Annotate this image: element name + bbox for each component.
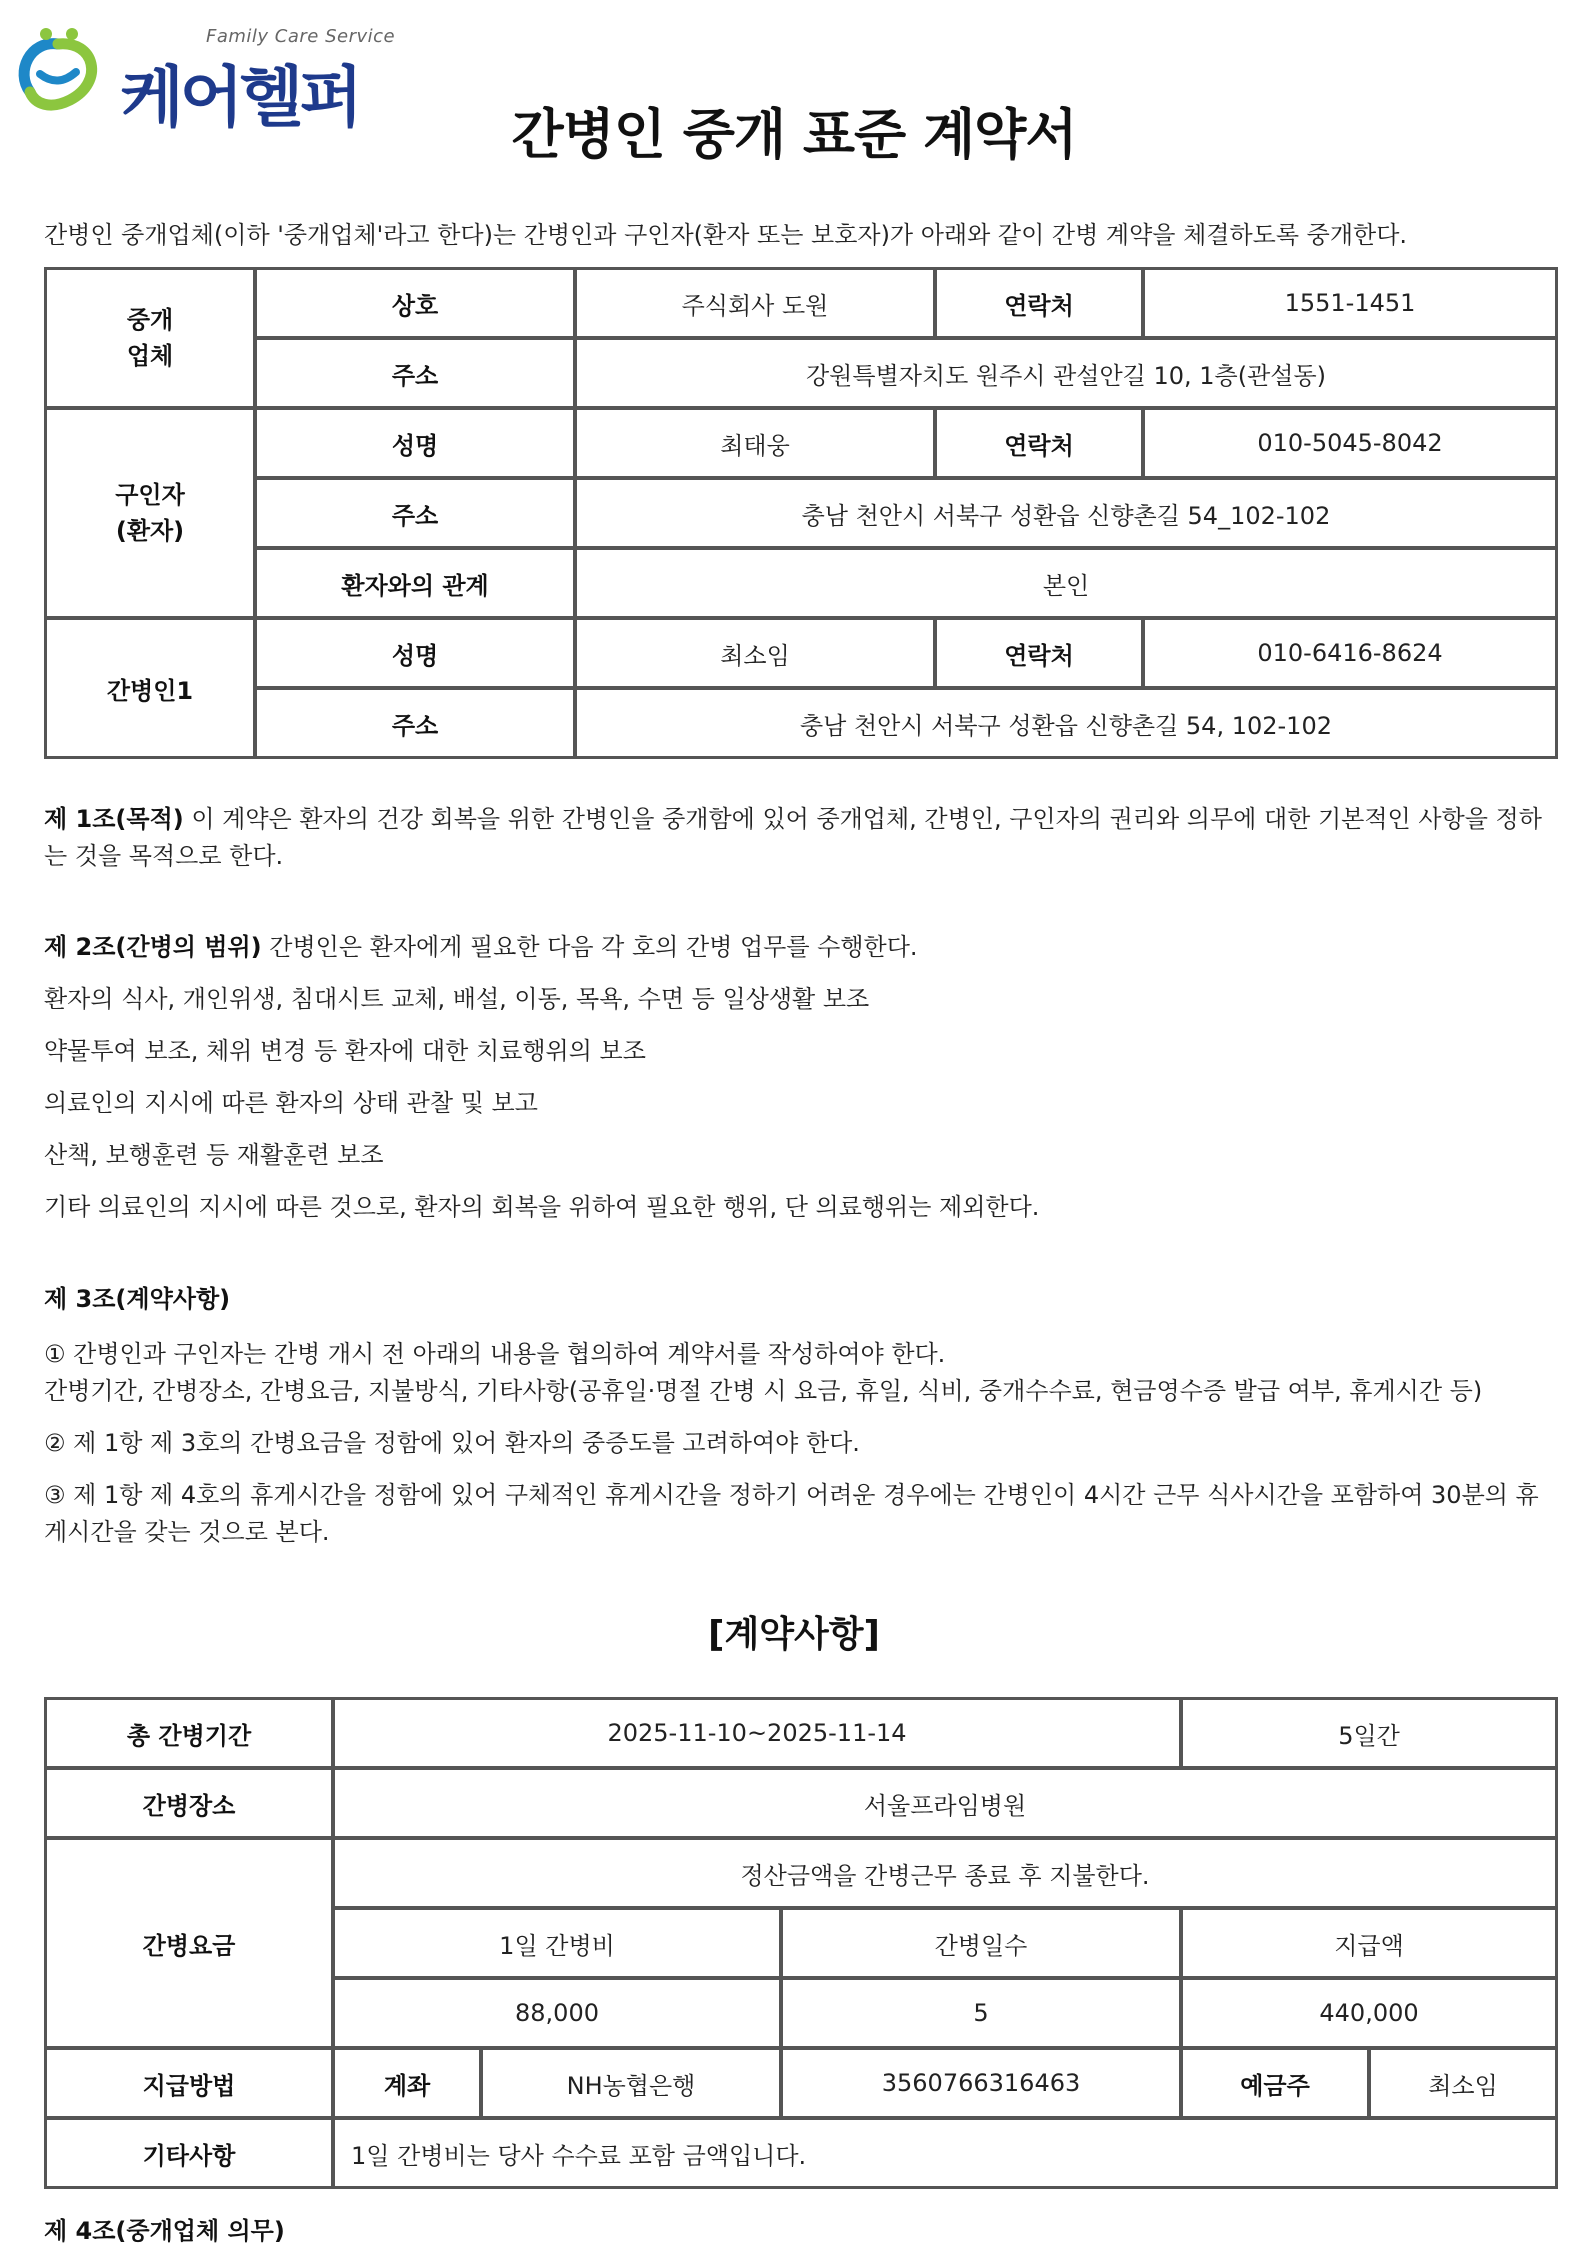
article-4-heading-text: 제 4조(중개업체 의무) [44, 2217, 285, 2245]
article-1-heading: 제 1조(목적) [44, 805, 184, 833]
broker-address-label: 주소 [255, 338, 575, 408]
total-value: 440,000 [1181, 1978, 1557, 2048]
article-3-clause-2: ② 제 1항 제 3호의 간병요금을 정함에 있어 환자의 중증도를 고려하여야 한다. [44, 1429, 860, 1457]
article-2-item: 기타 의료인의 지시에 따른 것으로, 환자의 회복을 위하여 필요한 행위, 단 의료행위는 제외한다. [44, 1193, 1040, 1221]
broker-phone-label: 연락처 [935, 268, 1143, 338]
article-2-text: 간병인은 환자에게 필요한 다음 각 호의 간병 업무를 수행한다. [261, 933, 918, 961]
period-days: 5일간 [1181, 1698, 1557, 1768]
caregiver-name: 최소임 [575, 618, 935, 688]
num-days-value: 5 [781, 1978, 1181, 2048]
broker-name-label: 상호 [255, 268, 575, 338]
broker-address: 강원특별자치도 원주시 관설안길 10, 1층(관설동) [575, 338, 1557, 408]
article-3-heading-text: 제 3조(계약사항) [44, 1285, 231, 1313]
article-2 [44, 929, 1554, 966]
account-number: 3560766316463 [781, 2048, 1181, 2118]
account-label: 계좌 [333, 2048, 481, 2118]
daily-fee-label: 1일 간병비 [333, 1908, 781, 1978]
client-label: 구인자 (환자) [45, 408, 255, 618]
daily-fee-value: 88,000 [333, 1978, 781, 2048]
bank-name: NH농협은행 [481, 2048, 781, 2118]
document-title: 간병인 중개 표준 계약서 [511, 103, 1077, 166]
article-3-clause-1-detail: 간병기간, 간병장소, 간병요금, 지불방식, 기타사항(공휴일·명절 간병 시 요금, 휴일, 식비, 중개수수료, 현금영수증 발급 여부, 휴게시간 등) [44, 1377, 1483, 1405]
period-value: 2025-11-10~2025-11-14 [333, 1698, 1181, 1768]
article-4-heading [44, 2213, 1554, 2250]
broker-name: 주식회사 도원 [575, 268, 935, 338]
client-name-label: 성명 [255, 408, 575, 478]
logo-name: 케어헬퍼 [120, 59, 360, 136]
logo-tagline: Family Care Service [206, 26, 396, 47]
article-3-clause-3: ③ 제 1항 제 4호의 휴게시간을 정함에 있어 구체적인 휴게시간을 정하기 어려운 경우에는 간병인이 4시간 근무 식사시간을 포함하여 30분의 휴게시간을 갖는 것으로 본다. [44, 1481, 1539, 1546]
fee-label: 간병요금 [45, 1838, 333, 2048]
article-2-heading: 제 2조(간병의 범위) [44, 933, 262, 961]
article-2-item: 산책, 보행훈련 등 재활훈련 보조 [44, 1141, 384, 1169]
fee-note: 정산금액을 간병근무 종료 후 지불한다. [333, 1838, 1557, 1908]
article-3-clause-1: ① 간병인과 구인자는 간병 개시 전 아래의 내용을 협의하여 계약서를 작성하여야 한다. [44, 1340, 946, 1368]
intro-text: 간병인 중개업체(이하 '중개업체'라고 한다)는 간병인과 구인자(환자 또는 보호자)가 아래와 같이 간병 계약을 체결하도록 중개한다. [44, 221, 1408, 249]
client-phone-label: 연락처 [935, 408, 1143, 478]
client-address-label: 주소 [255, 478, 575, 548]
article-3-heading [44, 1281, 1554, 1318]
client-phone: 010-5045-8042 [1143, 408, 1557, 478]
client-address: 충남 천안시 서북구 성환읍 신향촌길 54_102-102 [575, 478, 1557, 548]
holder-name: 최소임 [1369, 2048, 1557, 2118]
caregiver-phone-label: 연락처 [935, 618, 1143, 688]
num-days-label: 간병일수 [781, 1908, 1181, 1978]
article-1-text: 이 계약은 환자의 건강 회복을 위한 간병인을 중개함에 있어 중개업체, 간병인, 구인자의 권리와 의무에 대한 기본적인 사항을 정하는 것을 목적으로 한다. [44, 805, 1542, 870]
article-1 [44, 801, 1554, 875]
etc-value: 1일 간병비는 당사 수수료 포함 금액입니다. [333, 2118, 1557, 2188]
broker-label: 중개 업체 [45, 268, 255, 408]
holder-label: 예금주 [1181, 2048, 1369, 2118]
article-2-item: 약물투여 보조, 체위 변경 등 환자에 대한 치료행위의 보조 [44, 1037, 646, 1065]
broker-phone: 1551-1451 [1143, 268, 1557, 338]
contract-section-title: [계약사항] [707, 1614, 880, 1655]
parties-table [44, 267, 1558, 759]
article-2-item: 의료인의 지시에 따른 환자의 상태 관찰 및 보고 [44, 1089, 538, 1117]
caregiver-phone: 010-6416-8624 [1143, 618, 1557, 688]
client-relation-label: 환자와의 관계 [255, 548, 575, 618]
caregiver-address-label: 주소 [255, 688, 575, 758]
client-name: 최태웅 [575, 408, 935, 478]
client-relation: 본인 [575, 548, 1557, 618]
place-value: 서울프라임병원 [333, 1768, 1557, 1838]
contract-table [44, 1697, 1558, 2189]
caregiver-name-label: 성명 [255, 618, 575, 688]
period-label: 총 간병기간 [45, 1698, 333, 1768]
etc-label: 기타사항 [45, 2118, 333, 2188]
place-label: 간병장소 [45, 1768, 333, 1838]
article-2-item: 환자의 식사, 개인위생, 침대시트 교체, 배설, 이동, 목욕, 수면 등 일상생활 보조 [44, 985, 870, 1013]
caregiver-address: 충남 천안시 서북구 성환읍 신향촌길 54, 102-102 [575, 688, 1557, 758]
total-label: 지급액 [1181, 1908, 1557, 1978]
caregiver-label: 간병인1 [45, 618, 255, 758]
payment-label: 지급방법 [45, 2048, 333, 2118]
